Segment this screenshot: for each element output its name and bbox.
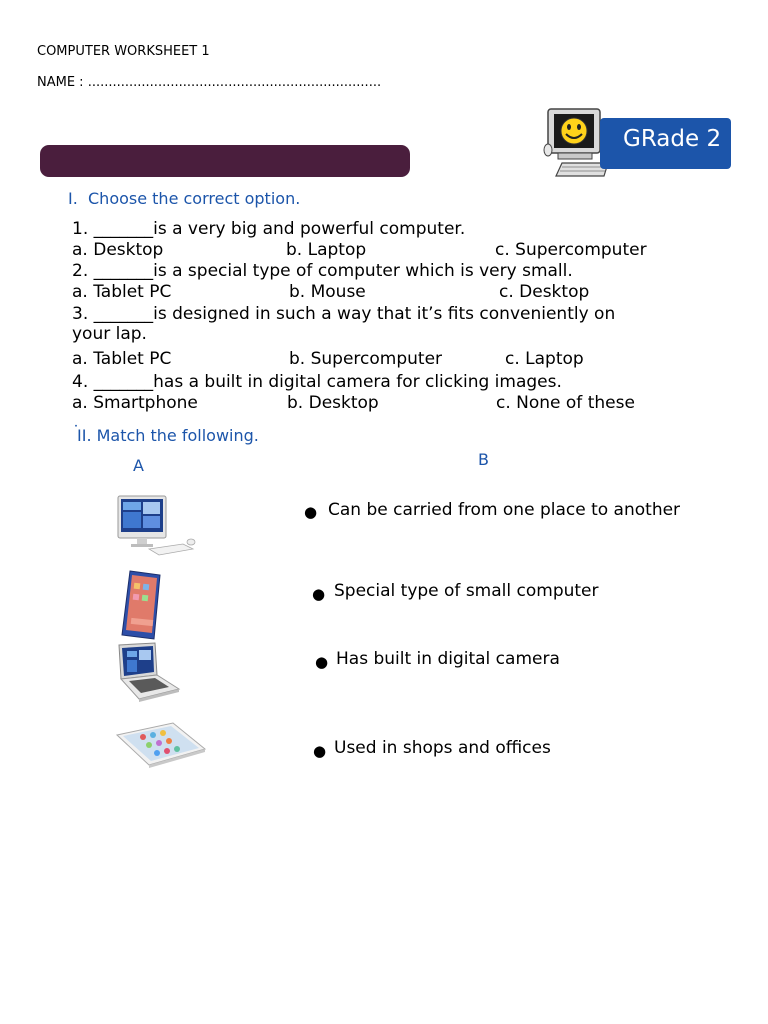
section1-heading: Choose the correct option. — [88, 189, 301, 208]
column-a-header: A — [133, 456, 144, 475]
bullet-1: ● — [304, 503, 318, 521]
q3-option-b: b. Supercomputer — [289, 349, 443, 369]
laptop-icon — [113, 641, 183, 705]
section2-dot: ˙ — [72, 422, 80, 441]
match-item-1: Can be carried from one place to another — [328, 500, 681, 520]
q4-option-b: b. Desktop — [287, 393, 379, 413]
question-3-line-1: 3. _______is designed in such a way that it’s fits conveniently on — [72, 304, 616, 324]
q2-option-a: a. Tablet PC — [72, 282, 172, 302]
q1-option-b: b. Laptop — [286, 240, 367, 260]
q3-option-c: c. Laptop — [505, 349, 584, 369]
q2-option-c: c. Desktop — [499, 282, 590, 302]
q1-option-c: c. Supercomputer — [495, 240, 647, 260]
grade-label: GRade 2 — [623, 126, 722, 152]
question-4: 4. _______has a built in digital camera for clicking images. — [72, 372, 562, 392]
smartphone-icon — [116, 569, 168, 641]
match-item-2: Special type of small computer — [334, 581, 599, 601]
name-line: NAME : ....................................................................... — [37, 75, 382, 90]
q4-option-c: c. None of these — [496, 393, 635, 413]
worksheet-title: COMPUTER WORKSHEET 1 — [37, 44, 210, 59]
match-item-4: Used in shops and offices — [334, 738, 551, 758]
q4-option-a: a. Smartphone — [72, 393, 198, 413]
tablet-icon — [113, 719, 209, 771]
bullet-2: ● — [312, 585, 326, 603]
desktop-computer-icon — [113, 494, 199, 560]
bullet-3: ● — [315, 653, 329, 671]
column-b-header: B — [478, 450, 489, 469]
question-1: 1. _______is a very big and powerful computer. — [72, 219, 466, 239]
q1-option-a: a. Desktop — [72, 240, 164, 260]
match-item-3: Has built in digital camera — [336, 649, 560, 669]
q3-option-a: a. Tablet PC — [72, 349, 172, 369]
bullet-4: ● — [313, 742, 327, 760]
section-banner — [40, 145, 410, 177]
section2-heading: II. Match the following. — [77, 426, 259, 445]
question-2: 2. _______is a special type of computer which is very small. — [72, 261, 573, 281]
question-3-line-2: your lap. — [72, 324, 147, 344]
q2-option-b: b. Mouse — [289, 282, 366, 302]
section1-number: I. — [68, 189, 78, 208]
